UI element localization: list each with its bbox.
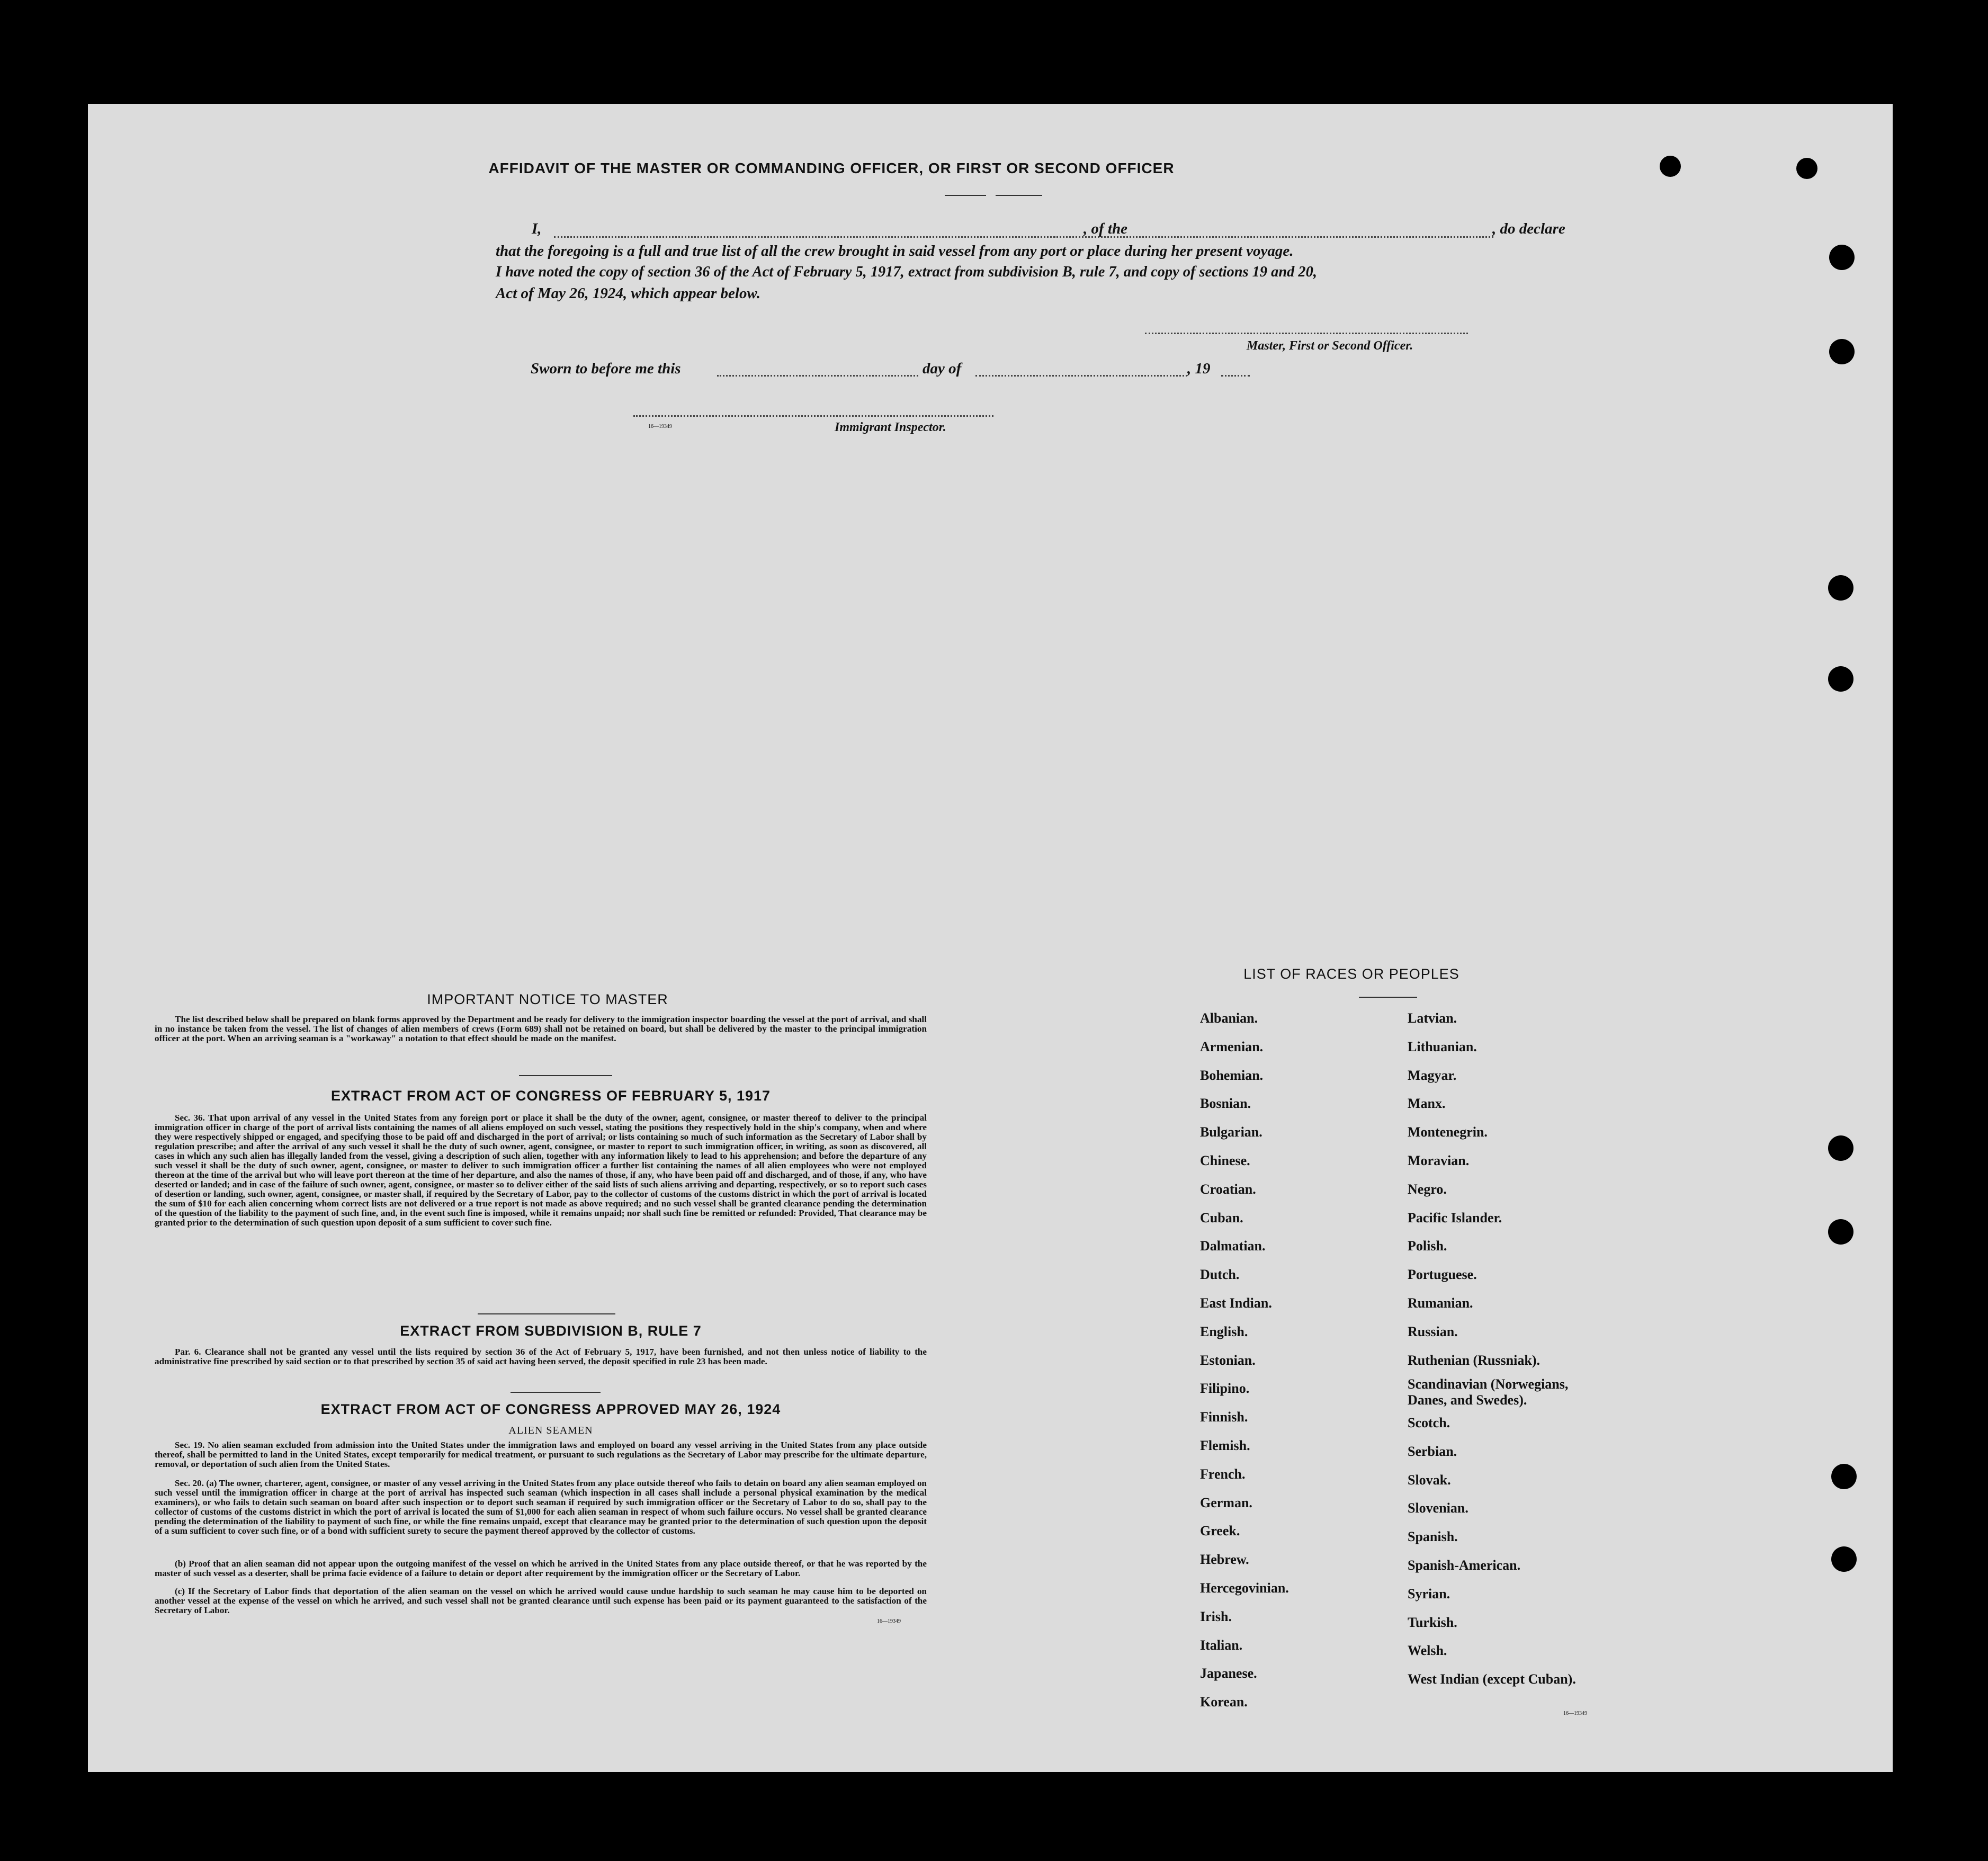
affidavit-line-4: Act of May 26, 1924, which appear below. [496,285,760,302]
race-item: Dutch. [1200,1267,1240,1283]
inspector-label: Immigrant Inspector. [835,420,946,434]
race-item: Filipino. [1200,1381,1250,1397]
divider [511,1392,601,1393]
race-item: Welsh. [1408,1643,1447,1659]
race-item: Turkish. [1408,1614,1457,1630]
affidavit-do-declare: , do declare [1492,220,1565,237]
extract-1917-text: Sec. 36. That upon arrival of any vessel in the United States from any foreign port or place it shall be the duty of the owner, agent, consignee, or master thereof to deliver to the principal immigration officer in charge of the port of arrival lists containing the names of all aliens employed on such vessel, stating the positions they respectively hold in the ship's company, when and where they were respectively shipped or engaged, and specifying those to be paid off and discharged in the port of arrival; or lists containing so much of such information as the Secretary of Labor shall by regulation prescribe; and after the arrival of any such vessel it shall be the duty of such owner, agent, consignee, or master to report to such immigration officer, in writing, as soon as discovered, all cases in which any such alien has illegally landed from the vessel, giving a description of such alien, together with any information likely to lead to his apprehension; and before the departure of any such vessel it shall be the duty of such owner, agent, consignee, or master to deliver to such immigration officer a further list containing the names of all alien employees who were not employed thereon at the time of the arrival but who will leave port thereon at the time of her departure, and also the names of those, if any, who have been paid off and discharged, and of those, if any, who have deserted or landed; and in case of the failure of such owner, agent, consignee, or master so to deliver either of the said lists of such aliens arriving and departing, respectively, or so to report such cases of desertion or landing, such owner, agent, consignee, or master shall, if required by the Secretary of Labor, pay to the collector of customs of the customs district in which the port of arrival is located the sum of $10 for each alien concerning whom correct lists are not delivered or a true report is not made as above required; and no such vessel shall be granted clearance pending the determination of the question of the liability to the payment of such fine, and, in the event such fine is imposed, while it remains unpaid; nor shall such fine be remitted or refunded: Provided, That clearance may be granted prior to the determination of such question upon deposit of a sum sufficient to cover such fine. [155,1113,927,1228]
race-item: Manx. [1408,1096,1446,1112]
subdivision-title: EXTRACT FROM SUBDIVISION B, RULE 7 [400,1323,702,1339]
binder-hole [1828,575,1853,601]
race-item: Greek. [1200,1523,1240,1539]
vessel-field[interactable] [1054,236,1493,238]
divider [478,1313,615,1314]
race-item: Montenegrin. [1408,1124,1488,1140]
race-item: Albanian. [1200,1010,1258,1026]
race-item: Korean. [1200,1694,1248,1710]
races-divider [1359,997,1417,998]
race-item: Pacific Islander. [1408,1210,1502,1225]
race-item: Slovenian. [1408,1500,1468,1516]
race-item: Flemish. [1200,1438,1250,1453]
race-item: Hebrew. [1200,1552,1249,1568]
binder-hole [1831,1546,1857,1572]
race-item: Latvian. [1408,1010,1457,1026]
binder-hole [1831,1464,1857,1489]
affidavit-i: I, [532,220,542,237]
year-field[interactable] [1221,375,1250,377]
race-item: East Indian. [1200,1295,1272,1311]
race-item: Scandinavian (Norwegians, Danes, and Swedes). [1408,1376,1569,1408]
race-item: Chinese. [1200,1153,1250,1168]
race-item: Serbian. [1408,1443,1457,1459]
binder-hole [1828,1219,1853,1245]
sec-20b-text: (b) Proof that an alien seaman did not appear upon the outgoing manifest of the vessel on which he arrived in the United States from any place outside thereof, or that he was reported by the master of such vessel as a deserter, shall be prima facie evidence of a failure to detain or deport after requirement by the immigration officer or the Secretary of Labor. [155,1559,927,1578]
race-item: Scotch. [1408,1415,1450,1430]
title-divider [996,195,1042,196]
sworn-day-field[interactable] [717,375,918,377]
affidavit-of-the: , of the [1083,220,1127,237]
race-item: Russian. [1408,1323,1458,1339]
form-number-races: 16—19349 [1563,1711,1587,1716]
race-item: Estonian. [1200,1352,1256,1368]
race-item: Italian. [1200,1637,1243,1653]
binder-hole [1829,339,1855,364]
race-item: Slovak. [1408,1472,1451,1488]
race-item: Negro. [1408,1181,1447,1197]
binder-hole [1796,158,1817,179]
race-item: Spanish. [1408,1529,1458,1545]
sec-20c-text: (c) If the Secretary of Labor finds that deportation of the alien seaman on the vessel on which he arrived would cause undue hardship to such seaman he may cause him to be deported on another vessel at the expense of the vessel on which he arrived, and such vessel shall not be granted clearance until such expense has been paid or its payment guaranteed to the satisfaction of the Secretary of Labor. [155,1586,927,1615]
inspector-signature-field[interactable] [633,415,993,417]
binder-hole [1828,1135,1853,1161]
race-item: Hercegovinian. [1200,1580,1289,1596]
race-item: Rumanian. [1408,1295,1473,1311]
race-item: West Indian (except Cuban). [1408,1671,1576,1687]
affidavit-line-3: I have noted the copy of section 36 of the Act of February 5, 1917, extract from subdivision B, rule 7, and copy of sections 19 and 20, [496,264,1317,280]
notice-text: The list described below shall be prepared on blank forms approved by the Department and be ready for delivery to the immigration inspector boarding the vessel at the port of arrival, and shall in no instance be taken from the vessel. The list of changes of alien members of crews (Form 689) shall not be retained on board, but shall be delivered by the master to the principal immigration officer at the port. When an arriving seaman is a "workaway" a notation to that effect should be made on the manifest. [155,1014,927,1043]
sworn-label: Sworn to before me this [531,360,681,377]
race-item: German. [1200,1495,1252,1510]
race-item: Magyar. [1408,1067,1457,1083]
race-item: Lithuanian. [1408,1039,1477,1054]
race-item: Armenian. [1200,1039,1264,1054]
binder-hole [1660,156,1681,177]
year-label: , 19 [1187,360,1211,377]
races-title: LIST OF RACES OR PEOPLES [1243,966,1459,982]
race-item: Polish. [1408,1238,1447,1254]
race-item: Dalmatian. [1200,1238,1266,1254]
race-item: English. [1200,1323,1248,1339]
race-item: Moravian. [1408,1153,1470,1168]
subdivision-text: Par. 6. Clearance shall not be granted any vessel until the lists required by section 36 of the Act of February 5, 1917, have been furnished, and not then unless notice of liability to the administrative fine prescribed by said section or to that prescribed by section 35 of said act having been served, the deposit specified in rule 23 has been made. [155,1347,927,1366]
race-item: Croatian. [1200,1181,1256,1197]
document-page [88,104,1893,1772]
race-item: Portuguese. [1408,1267,1477,1283]
race-item: Cuban. [1200,1210,1243,1225]
extract-1924-title: EXTRACT FROM ACT OF CONGRESS APPROVED MAY 26, 1924 [320,1401,781,1417]
day-of-label: day of [923,360,962,377]
race-item: Spanish-American. [1408,1557,1521,1573]
master-signature-label: Master, First or Second Officer. [1247,339,1413,353]
race-item: Japanese. [1200,1666,1257,1681]
sworn-month-field[interactable] [975,375,1187,377]
affidavit-title: AFFIDAVIT OF THE MASTER OR COMMANDING OFFICER, OR FIRST OR SECOND OFFICER [488,160,1175,176]
divider [519,1075,612,1076]
race-item: Ruthenian (Russniak). [1408,1352,1540,1368]
race-item: Bulgarian. [1200,1124,1262,1140]
form-number-top: 16—19349 [648,424,672,430]
title-divider [945,195,986,196]
name-field[interactable] [554,236,1083,238]
race-item: Syrian. [1408,1586,1450,1601]
extract-1917-title: EXTRACT FROM ACT OF CONGRESS OF FEBRUARY 5, 1917 [330,1088,771,1104]
binder-hole [1829,245,1855,270]
race-item: Bosnian. [1200,1096,1251,1112]
binder-hole [1828,666,1853,692]
race-item: French. [1200,1466,1246,1482]
race-item: Bohemian. [1200,1067,1264,1083]
race-item: Finnish. [1200,1409,1248,1425]
master-signature-field[interactable] [1145,333,1468,334]
sec-20a-text: Sec. 20. (a) The owner, charterer, agent, consignee, or master of any vessel arriving in the United States from any place outside thereof who fails to detain on board any alien seaman employed on such vessel until the immigration officer in charge at the port of arrival has inspected such seaman (which inspection in all cases shall include a personal physical examination by the medical examiners), or who fails to detain such seaman on board after such inspection or to deport such seaman if required by such immigration officer or the Secretary of Labor to do so, shall pay to the collector of customs of the customs district in which the port of arrival is located the sum of $1,000 for each alien seaman in respect of whom such failure occurs. No vessel shall be granted clearance pending the determination of the liability to payment of such fine, or while the fine remains unpaid, except that clearance may be granted prior to the determination of such question upon the deposit of a sum sufficient to cover such fine, or of a bond with sufficient surety to secure the payment thereof approved by the collector of customs. [155,1478,927,1536]
form-number-bottom-left: 16—19349 [877,1618,901,1624]
notice-title: IMPORTANT NOTICE TO MASTER [427,991,668,1007]
alien-seamen-subtitle: ALIEN SEAMEN [508,1425,593,1436]
affidavit-line-2: that the foregoing is a full and true list of all the crew brought in said vessel from any port or place during her present voyage. [496,243,1294,260]
sec-19-text: Sec. 19. No alien seaman excluded from admission into the United States under the immigration laws and employed on board any vessel arriving in the United States from any place outside thereof, shall be permitted to land in the United States, except temporarily for medical treatment, or pursuant to such regulations as the Secretary of Labor may prescribe for the ultimate departure, removal, or deportation of such alien from the United States. [155,1440,927,1469]
race-item: Irish. [1200,1608,1232,1624]
